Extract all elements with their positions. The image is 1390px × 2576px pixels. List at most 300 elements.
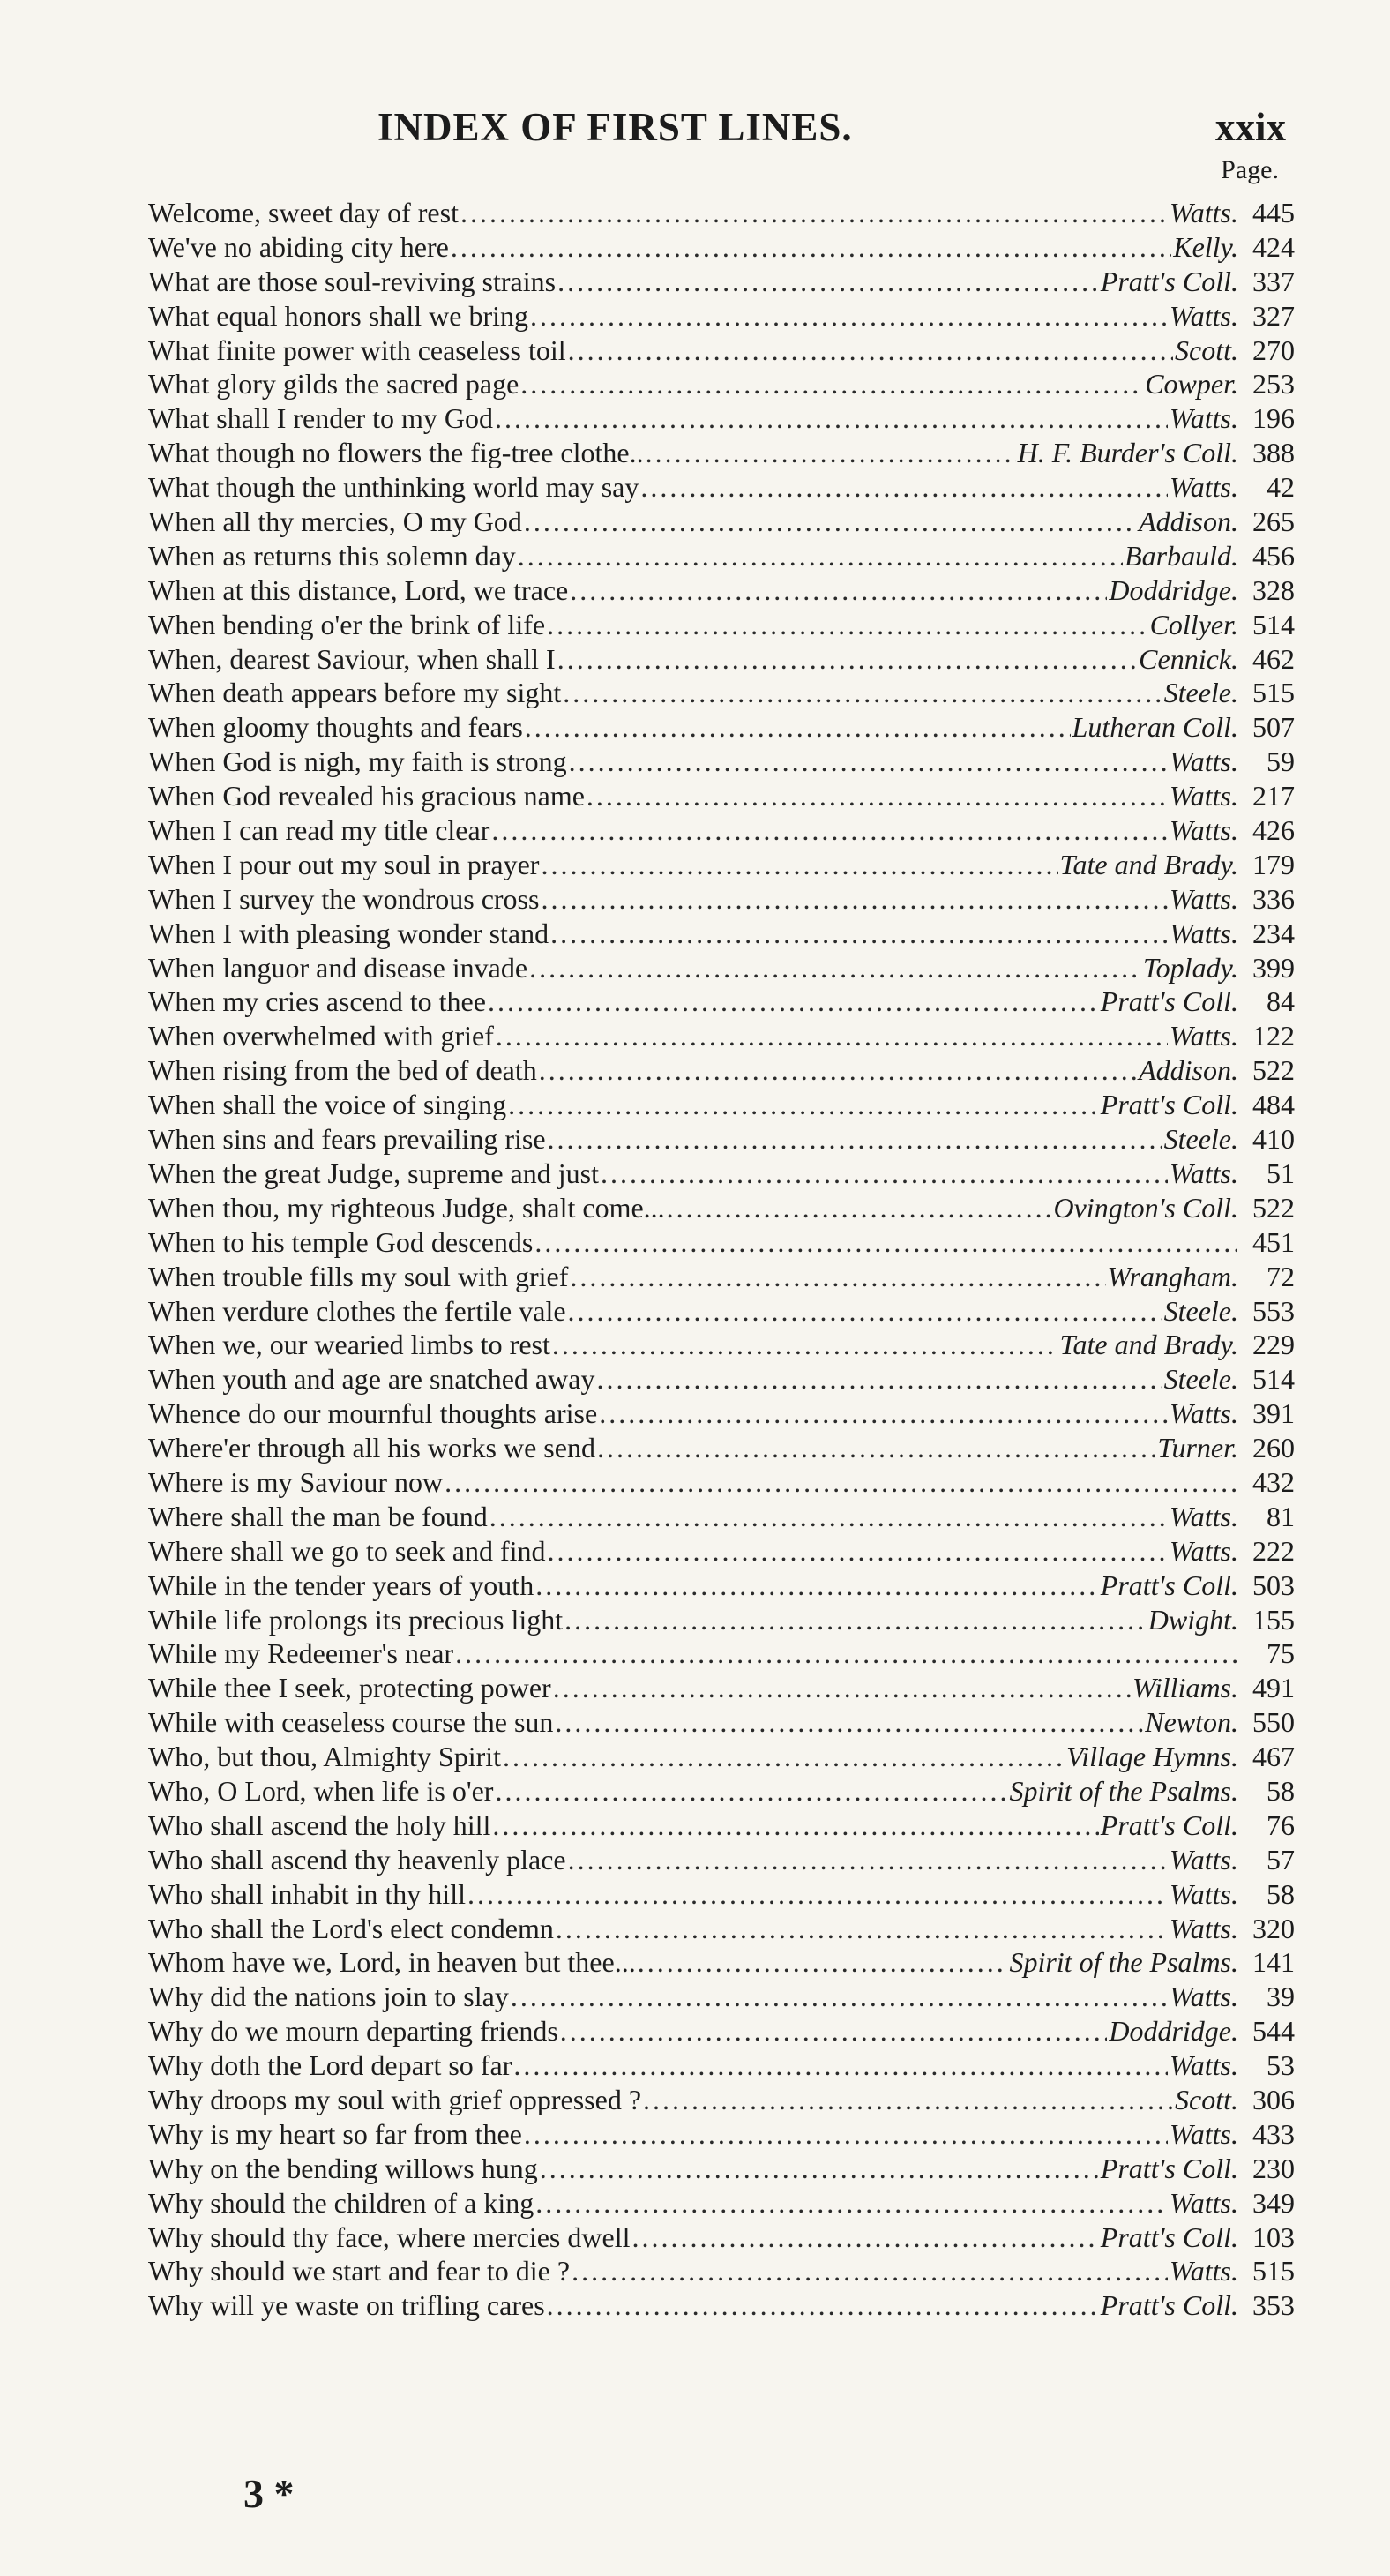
index-entry (148, 2254, 1295, 2288)
index-entry (148, 2152, 1295, 2186)
first-line-text: When the great Judge, supreme and just (148, 1157, 599, 1189)
author-source: Pratt's Coll. (1100, 2152, 1238, 2184)
index-entry (148, 1671, 1295, 1705)
page-number: 103 (1252, 2220, 1295, 2253)
index-entry (148, 2083, 1295, 2117)
author-source: Watts. (1170, 2117, 1238, 2150)
first-line-text: When, dearest Saviour, when shall I (148, 642, 556, 675)
dot-leader (451, 230, 1171, 265)
first-line-text: Why is my heart so far from thee (148, 2117, 522, 2150)
index-entry (148, 1157, 1295, 1191)
first-line-text: Welcome, sweet day of rest (148, 197, 459, 228)
index-entry (148, 1569, 1295, 1603)
author-source: Village Hymns. (1066, 1741, 1238, 1773)
dot-leader (667, 1191, 1052, 1225)
dot-leader (518, 539, 1123, 573)
author-source: Steele. (1163, 1294, 1238, 1327)
page-number: 42 (1267, 471, 1295, 504)
page-number: 253 (1252, 368, 1295, 401)
first-line-text: Who shall ascend thy heavenly place (148, 1843, 566, 1876)
dot-leader (569, 745, 1168, 779)
first-line-text: Why should we start and fear to die ? (148, 2255, 571, 2288)
author-source: H. F. Burder's Coll. (1017, 437, 1238, 469)
page-number: 270 (1252, 333, 1295, 366)
dot-leader (491, 813, 1168, 848)
index-entry (148, 1225, 1295, 1260)
first-line-text: Who shall inhabit in thy hill (148, 1877, 466, 1910)
first-line-text: When we, our wearied limbs to rest (148, 1329, 550, 1361)
page-number: 260 (1252, 1432, 1295, 1464)
index-entry (148, 1980, 1295, 2014)
dot-leader (548, 1122, 1162, 1157)
page-number: 222 (1252, 1534, 1295, 1567)
index-entry (148, 2288, 1295, 2323)
page-number: 141 (1252, 1946, 1295, 1979)
index-entry (148, 1431, 1295, 1465)
first-line-text: Why did the nations join to slay (148, 1981, 509, 2013)
first-line-text: Where shall the man be found (148, 1500, 488, 1532)
page-number: 84 (1267, 985, 1295, 1018)
author-source: Watts. (1170, 745, 1238, 778)
dot-leader (599, 1397, 1168, 1431)
first-line-text: Who, but thou, Almighty Spirit (148, 1741, 502, 1773)
index-entry (148, 2186, 1295, 2220)
index-entry (148, 813, 1295, 848)
author-source: Watts. (1170, 1534, 1238, 1567)
page-number: 230 (1252, 2152, 1295, 2184)
author-source: Pratt's Coll. (1100, 985, 1238, 1018)
author-source: Watts. (1170, 2186, 1238, 2219)
first-line-text: While with ceaseless course the sun (148, 1706, 554, 1739)
first-line-text: What finite power with ceaseless toil (148, 333, 566, 366)
first-line-text: When gloomy thoughts and fears (148, 711, 523, 744)
index-entry (148, 1603, 1295, 1637)
index-entry (148, 1912, 1295, 1946)
first-line-text: While life prolongs its precious light (148, 1603, 564, 1636)
index-entry (148, 1328, 1295, 1362)
page-number: 410 (1252, 1123, 1295, 1156)
author-source: Williams. (1132, 1672, 1238, 1704)
author-source: Scott. (1175, 2083, 1238, 2115)
first-line-text: When languor and disease invade (148, 951, 528, 984)
dot-leader (535, 1569, 1099, 1603)
author-source: Watts. (1170, 882, 1238, 915)
author-source: Watts. (1170, 2255, 1238, 2288)
author-source: Watts. (1170, 780, 1238, 812)
printer-signature-mark: 3 * (243, 2471, 295, 2516)
page-number: 550 (1252, 1706, 1295, 1739)
page-number: 399 (1252, 951, 1295, 984)
page-number: 39 (1267, 1981, 1295, 2013)
page-number: 467 (1252, 1741, 1295, 1773)
page-number: 72 (1267, 1260, 1295, 1292)
dot-leader (445, 1465, 1237, 1500)
author-source: Spirit of the Psalms. (1009, 1946, 1238, 1979)
index-entry (148, 436, 1295, 470)
page-number: 320 (1252, 1912, 1295, 1944)
first-line-text: When youth and age are snatched away (148, 1363, 595, 1396)
index-entry (148, 265, 1295, 299)
page-number: 58 (1267, 1774, 1295, 1807)
first-line-text: What though no flowers the fig-tree clothe.. (148, 437, 644, 469)
index-entry (148, 299, 1295, 333)
author-source: Steele. (1163, 1123, 1238, 1156)
page-number: 515 (1252, 677, 1295, 709)
author-source: Watts. (1170, 197, 1238, 228)
dot-leader (560, 2014, 1108, 2048)
dot-leader (488, 985, 1099, 1019)
first-line-text: When God revealed his gracious name (148, 780, 585, 812)
dot-leader (570, 573, 1107, 608)
page-number: 456 (1252, 539, 1295, 572)
first-line-text: When at this distance, Lord, we trace (148, 573, 569, 606)
dot-leader (601, 1157, 1168, 1191)
author-source: Watts. (1170, 917, 1238, 949)
author-source: Wrangham. (1107, 1260, 1238, 1292)
page-number: 388 (1252, 437, 1295, 469)
dot-leader (564, 1603, 1147, 1637)
dot-leader (513, 2048, 1168, 2083)
first-line-text: When to his temple God descends (148, 1225, 534, 1258)
index-entry (148, 1019, 1295, 1053)
dot-leader (540, 2152, 1099, 2186)
page-number: 217 (1252, 780, 1295, 812)
dot-leader (524, 2117, 1168, 2152)
author-source: Pratt's Coll. (1100, 1569, 1238, 1601)
first-line-text: What shall I render to my God (148, 402, 493, 435)
page-number: 491 (1252, 1672, 1295, 1704)
page-number: 514 (1252, 608, 1295, 640)
dot-leader (548, 1534, 1169, 1569)
dot-leader (530, 299, 1168, 333)
first-line-text: Where is my Saviour now (148, 1465, 444, 1498)
page-number: 122 (1252, 1020, 1295, 1052)
dot-leader (524, 505, 1137, 539)
first-line-text: Why should the children of a king (148, 2186, 534, 2219)
dot-leader (570, 1260, 1105, 1294)
author-source: Watts. (1170, 299, 1238, 332)
index-entry (148, 745, 1295, 779)
page-number: 76 (1267, 1808, 1295, 1841)
author-source: Watts. (1170, 402, 1238, 435)
first-line-text: When death appears before my sight (148, 677, 562, 709)
first-line-text: Why will ye waste on trifling cares (148, 2289, 545, 2322)
dot-leader (503, 1740, 1065, 1774)
author-source: Steele. (1163, 677, 1238, 709)
page-number: 57 (1267, 1843, 1295, 1876)
index-entry (148, 2117, 1295, 2152)
index-entry (148, 470, 1295, 505)
index-entry (148, 1843, 1295, 1877)
index-entry (148, 1362, 1295, 1397)
dot-leader (572, 2254, 1168, 2288)
author-source: Pratt's Coll. (1100, 2220, 1238, 2253)
dot-leader (534, 1225, 1237, 1260)
index-entry (148, 1260, 1295, 1294)
author-source: Dwight. (1147, 1603, 1238, 1636)
dot-leader (643, 2083, 1173, 2117)
first-line-text: Whom have we, Lord, in heaven but thee... (148, 1946, 636, 1979)
index-entry (148, 196, 1295, 230)
index-entry (148, 230, 1295, 265)
author-source: Ovington's Coll. (1053, 1191, 1238, 1224)
index-entry (148, 1877, 1295, 1912)
dot-leader (535, 2186, 1168, 2220)
page-folio: xxix (1214, 105, 1286, 149)
first-line-text: When trouble fills my soul with grief (148, 1260, 569, 1292)
page-number: 337 (1252, 265, 1295, 297)
page-number: 445 (1252, 197, 1295, 228)
dot-leader (550, 917, 1168, 951)
dot-leader (646, 436, 1016, 470)
dot-leader (640, 470, 1168, 505)
first-line-text: When I can read my title clear (148, 814, 490, 847)
author-source: Doddridge. (1109, 573, 1238, 606)
index-entry (148, 1740, 1295, 1774)
dot-leader (496, 1019, 1168, 1053)
index-entry (148, 505, 1295, 539)
page-number: 265 (1252, 505, 1295, 538)
page-number: 327 (1252, 299, 1295, 332)
page-number: 234 (1252, 917, 1295, 949)
page-number: 451 (1252, 1225, 1295, 1258)
first-line-text: When shall the voice of singing (148, 1089, 507, 1121)
author-source: Addison. (1139, 505, 1238, 538)
author-source: Kelly. (1173, 230, 1238, 263)
first-line-text: Who shall ascend the holy hill (148, 1808, 491, 1841)
author-source: Pratt's Coll. (1100, 1808, 1238, 1841)
first-line-text: When sins and fears prevailing rise (148, 1123, 546, 1156)
dot-leader (489, 1500, 1168, 1534)
first-line-text: Why on the bending willows hung (148, 2152, 538, 2184)
dot-leader (511, 1980, 1168, 2014)
page-title: INDEX OF FIRST LINES. (377, 105, 853, 149)
index-entry (148, 367, 1295, 401)
dot-leader (563, 676, 1162, 710)
index-entry (148, 1294, 1295, 1329)
dot-leader (553, 1671, 1131, 1705)
page-number: 462 (1252, 642, 1295, 675)
page-number: 353 (1252, 2289, 1295, 2322)
page-number: 81 (1267, 1500, 1295, 1532)
page-number: 424 (1252, 230, 1295, 263)
index-entry (148, 333, 1295, 368)
index-entry (148, 1122, 1295, 1157)
first-line-text: What glory gilds the sacred page (148, 368, 519, 401)
dot-leader (495, 401, 1168, 436)
first-line-text: Whence do our mournful thoughts arise (148, 1397, 598, 1430)
first-line-text: When God is nigh, my faith is strong (148, 745, 567, 778)
first-line-text: Where'er through all his works we send (148, 1432, 595, 1464)
first-line-text: What equal honors shall we bring (148, 299, 528, 332)
dot-leader (455, 1636, 1237, 1671)
first-line-text: Why doth the Lord depart so far (148, 2049, 512, 2082)
author-source: Toplady. (1142, 951, 1238, 984)
first-line-text: Who, O Lord, when life is o'er (148, 1774, 494, 1807)
page-number: 336 (1252, 882, 1295, 915)
author-source: Scott. (1175, 333, 1238, 366)
first-line-text: When I pour out my soul in prayer (148, 848, 540, 880)
author-source: Doddridge. (1109, 2015, 1238, 2048)
page-number: 426 (1252, 814, 1295, 847)
author-source: Watts. (1170, 814, 1238, 847)
first-line-text: When I with pleasing wonder stand (148, 917, 549, 949)
page-number: 515 (1252, 2255, 1295, 2288)
dot-leader (556, 1912, 1168, 1946)
page-number: 349 (1252, 2186, 1295, 2219)
page-number: 53 (1267, 2049, 1295, 2082)
page-number: 433 (1252, 2117, 1295, 2150)
index-entry (148, 848, 1295, 882)
author-source: Watts. (1170, 1877, 1238, 1910)
page-number: 553 (1252, 1294, 1295, 1327)
author-source: Watts. (1170, 2049, 1238, 2082)
dot-leader (638, 1945, 1008, 1980)
index-entry (148, 1945, 1295, 1980)
index-entry (148, 573, 1295, 608)
dot-leader (460, 196, 1168, 230)
dot-leader (568, 1843, 1168, 1877)
dot-leader (541, 882, 1168, 917)
first-line-text: When overwhelmed with grief (148, 1020, 494, 1052)
index-entry (148, 2014, 1295, 2048)
author-source: Watts. (1170, 1981, 1238, 2013)
index-entry (148, 1465, 1295, 1500)
author-source: Addison. (1139, 1054, 1238, 1087)
page-number: 514 (1252, 1363, 1295, 1396)
index-entries (148, 196, 1295, 2323)
dot-leader (495, 1774, 1007, 1808)
author-source: Cowper. (1145, 368, 1238, 401)
page-number: 522 (1252, 1191, 1295, 1224)
index-entry (148, 1053, 1295, 1088)
author-source: Watts. (1170, 1157, 1238, 1189)
dot-leader (547, 2288, 1099, 2323)
index-entry (148, 642, 1295, 677)
dot-leader (555, 1705, 1143, 1740)
page-number: 51 (1267, 1157, 1295, 1189)
index-entry (148, 2220, 1295, 2255)
author-source: Watts. (1170, 1912, 1238, 1944)
first-line-text: Who shall the Lord's elect condemn (148, 1912, 554, 1944)
author-source: Watts. (1170, 1397, 1238, 1430)
dot-leader (557, 265, 1099, 299)
author-source: Collyer. (1149, 608, 1238, 640)
page-number: 75 (1267, 1637, 1295, 1670)
index-entry (148, 401, 1295, 436)
author-source: Spirit of the Psalms. (1009, 1774, 1238, 1807)
first-line-text: Why droops my soul with grief oppressed ? (148, 2083, 642, 2115)
author-source: Newton. (1145, 1706, 1238, 1739)
index-entry (148, 1397, 1295, 1431)
page-number: 391 (1252, 1397, 1295, 1430)
author-source: Watts. (1170, 1843, 1238, 1876)
dot-leader (508, 1088, 1099, 1122)
first-line-text: What though the unthinking world may say (148, 471, 639, 504)
author-source: Watts. (1170, 1500, 1238, 1532)
first-line-text: Where shall we go to seek and find (148, 1534, 546, 1567)
page-number: 507 (1252, 711, 1295, 744)
index-entry (148, 539, 1295, 573)
index-entry (148, 710, 1295, 745)
author-source: Tate and Brady. (1059, 848, 1238, 880)
dot-leader (596, 1362, 1162, 1397)
page-number: 58 (1267, 1877, 1295, 1910)
page-number: 544 (1252, 2015, 1295, 2048)
dot-leader (568, 1294, 1162, 1329)
dot-leader (492, 1808, 1098, 1843)
page-number: 503 (1252, 1569, 1295, 1601)
index-entry (148, 1705, 1295, 1740)
author-source: Watts. (1170, 1020, 1238, 1052)
index-entry (148, 1191, 1295, 1225)
first-line-text: When as returns this solemn day (148, 539, 516, 572)
running-header (0, 104, 1390, 157)
page-number: 179 (1252, 848, 1295, 880)
first-line-text: When thou, my righteous Judge, shalt come... (148, 1191, 665, 1224)
author-source: Tate and Brady. (1059, 1329, 1238, 1361)
first-line-text: We've no abiding city here (148, 230, 449, 263)
author-source: Lutheran Coll. (1072, 711, 1238, 744)
page-number: 196 (1252, 402, 1295, 435)
author-source: Barbauld. (1125, 539, 1238, 572)
first-line-text: While thee I seek, protecting power (148, 1672, 551, 1704)
index-entry (148, 1774, 1295, 1808)
first-line-text: Why should thy face, where mercies dwell (148, 2220, 631, 2253)
author-source: Pratt's Coll. (1100, 265, 1238, 297)
dot-leader (525, 710, 1071, 745)
dot-leader (552, 1328, 1058, 1362)
first-line-text: What are those soul-reviving strains (148, 265, 557, 297)
index-entry (148, 1500, 1295, 1534)
author-source: Steele. (1163, 1363, 1238, 1396)
page-number: 484 (1252, 1089, 1295, 1121)
index-entry (148, 608, 1295, 642)
index-entry (148, 676, 1295, 710)
dot-leader (631, 2220, 1098, 2255)
dot-leader (520, 367, 1143, 401)
author-source: Cennick. (1139, 642, 1238, 675)
dot-leader (557, 642, 1137, 677)
dot-leader (467, 1877, 1168, 1912)
page-number: 59 (1267, 745, 1295, 778)
first-line-text: When rising from the bed of death (148, 1054, 537, 1087)
dot-leader (529, 951, 1141, 985)
first-line-text: While my Redeemer's near (148, 1637, 454, 1670)
author-source: Pratt's Coll. (1100, 1089, 1238, 1121)
first-line-text: When verdure clothes the fertile vale (148, 1294, 566, 1327)
index-entry (148, 1808, 1295, 1843)
index-entry (148, 951, 1295, 985)
index-entry (148, 882, 1295, 917)
dot-leader (568, 333, 1173, 368)
author-source: Pratt's Coll. (1100, 2289, 1238, 2322)
dot-leader (597, 1431, 1155, 1465)
page-number: 306 (1252, 2083, 1295, 2115)
dot-leader (587, 779, 1168, 813)
first-line-text: Why do we mourn departing friends (148, 2015, 558, 2048)
first-line-text: When my cries ascend to thee (148, 985, 486, 1018)
page-number: 229 (1252, 1329, 1295, 1361)
page-number: 155 (1252, 1603, 1295, 1636)
first-line-text: When I survey the wondrous cross (148, 882, 540, 915)
page-number: 522 (1252, 1054, 1295, 1087)
index-entry (148, 985, 1295, 1019)
index-entry (148, 1088, 1295, 1122)
index-entry (148, 917, 1295, 951)
index-entry (148, 2048, 1295, 2083)
dot-leader (547, 608, 1148, 642)
